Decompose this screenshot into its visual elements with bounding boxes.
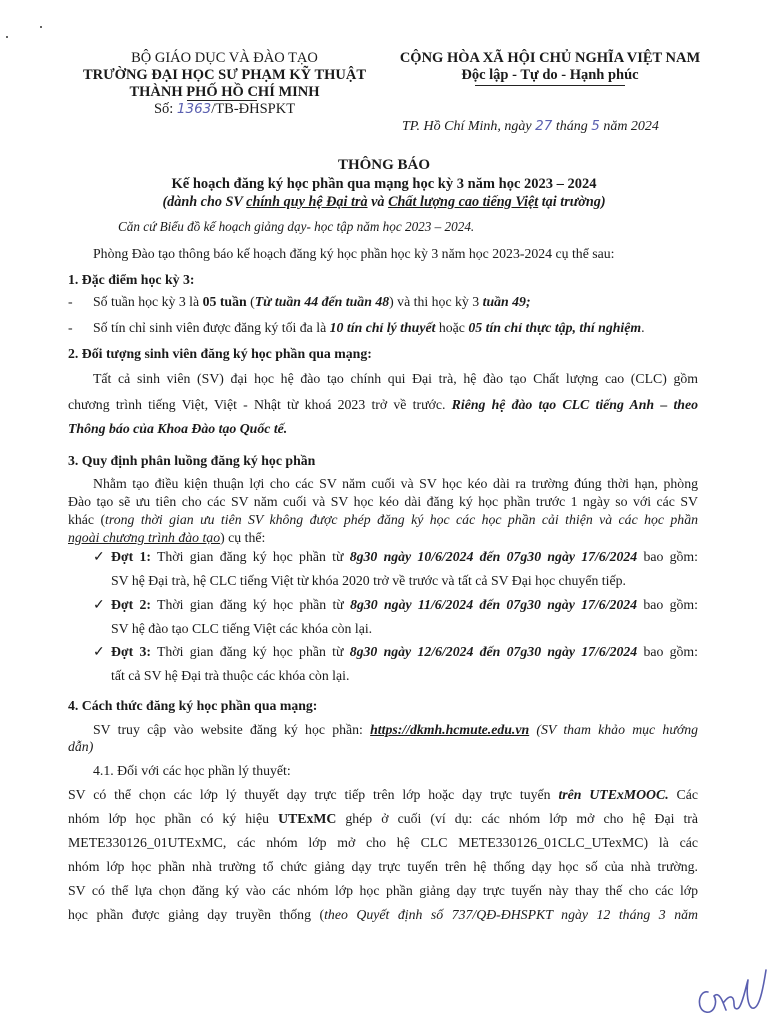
section-3-line-4: ngoài chương trình đào tạo) cụ thể: — [68, 530, 266, 545]
registration-website-link[interactable]: https://dkmh.hcmute.edu.vn — [370, 722, 530, 737]
round-3-line: ✓ Đợt 3: Thời gian đăng ký học phần từ 8g30 ngày 12/6/2024 đến 07g30 ngày 17/6/2024 bao gồm: — [93, 644, 698, 659]
subsection-4-1-line-4: nhóm lớp học phần nhà trường tổ chức giảng dạy trực tuyến trên hệ thống dạy học số của nhà trường. — [68, 859, 698, 874]
subsection-4-1-heading: 4.1. Đối với các học phần lý thuyết: — [93, 763, 291, 778]
subsection-4-1-line-3: METE330126_01UTExMC, các nhóm lớp mở cho hệ CLC METE330126_01CLC_UTexMC) là các — [68, 835, 698, 850]
document-date: TP. Hồ Chí Minh, ngày 27 tháng 5 năm 2024 — [402, 118, 659, 134]
section-1-bullet-1: - Số tuần học kỳ 3 là 05 tuần (Từ tuần 44 đến tuần 48) và thi học kỳ 3 tuần 49; — [68, 294, 531, 309]
university-name: TRƯỜNG ĐẠI HỌC SƯ PHẠM KỸ THUẬT — [82, 67, 367, 83]
document-title: THÔNG BÁO — [337, 157, 431, 173]
document-number: Số: 1363/TB-ĐHSPKT — [153, 101, 296, 117]
intro-text: Phòng Đào tạo thông báo kế hoạch đăng ký học phần học kỳ 3 năm học 2023-2024 cụ thể sau: — [93, 246, 615, 261]
registration-website-line-cont: dẫn) — [68, 739, 94, 754]
subsection-4-1-line-6: học phần được giảng dạy truyền thống (theo Quyết định số 737/QĐ-ĐHSPKT ngày 12 tháng 3 năm — [68, 907, 698, 922]
section-2-line-1: Tất cả sinh viên (SV) đại học hệ đào tạo chính qui Đại trà, hệ đào tạo Chất lượng cao (CLC) gồm — [93, 371, 698, 386]
handwritten-signature-mark — [690, 950, 768, 1020]
motto: Độc lập - Tự do - Hạnh phúc — [461, 67, 639, 83]
check-icon: ✓ — [93, 549, 105, 564]
scan-speck — [6, 36, 8, 38]
section-3-heading: 3. Quy định phân luồng đăng ký học phần — [68, 453, 316, 468]
subsection-4-1-line-1: SV có thể chọn các lớp lý thuyết dạy trực tiếp trên lớp hoặc dạy trực tuyến trên UTExMOOC. Các — [68, 787, 698, 802]
basis-text: Căn cứ Biểu đồ kế hoạch giảng dạy- học tập năm học 2023 – 2024. — [118, 219, 475, 234]
document-number-handwritten: 1363 — [176, 101, 212, 117]
country-name: CỘNG HÒA XÃ HỘI CHỦ NGHĨA VIỆT NAM — [399, 50, 701, 66]
round-2-detail: SV hệ đào tạo CLC tiếng Việt các khóa còn lại. — [111, 621, 373, 636]
round-3-detail: tất cả SV hệ Đại trà thuộc các khóa còn lại. — [111, 668, 350, 683]
check-icon: ✓ — [93, 644, 105, 659]
section-3-line-2: Đào tạo sẽ ưu tiên cho các SV năm cuối và SV học kéo dài đăng ký học phần trước 1 ngày so với các SV — [68, 494, 698, 509]
section-4-heading: 4. Cách thức đăng ký học phần qua mạng: — [68, 698, 318, 713]
header-divider — [187, 100, 257, 101]
check-icon: ✓ — [93, 597, 105, 612]
date-day-handwritten: 27 — [535, 118, 553, 134]
round-2-line: ✓ Đợt 2: Thời gian đăng ký học phần từ 8g30 ngày 11/6/2024 đến 07g30 ngày 17/6/2024 bao gồm: — [93, 597, 698, 612]
section-2-line-2: chương trình tiếng Việt, Việt - Nhật từ khoá 2023 trở về trước. Riêng hệ đào tạo CLC tiếng Anh – theo — [68, 397, 698, 412]
section-2-line-3: Thông báo của Khoa Đào tạo Quốc tế. — [68, 421, 288, 436]
round-1-detail: SV hệ Đại trà, hệ CLC tiếng Việt từ khóa 2020 trở về trước và tất cả SV Đại học chuyển tiếp. — [111, 573, 626, 588]
round-1-line: ✓ Đợt 1: Thời gian đăng ký học phần từ 8g30 ngày 10/6/2024 đến 07g30 ngày 17/6/2024 bao gồm: — [93, 549, 698, 564]
scan-speck — [40, 26, 42, 28]
section-1-heading: 1. Đặc điểm học kỳ 3: — [68, 272, 195, 287]
national-motto-block — [385, 50, 715, 84]
section-2-heading: 2. Đối tượng sinh viên đăng ký học phần qua mạng: — [68, 346, 372, 361]
section-1-bullet-2: - Số tín chỉ sinh viên được đăng ký tối đa là 10 tín chỉ lý thuyết hoặc 05 tín chỉ thực tập, thí nghiệm. — [68, 320, 645, 335]
issuer-block — [62, 50, 387, 118]
motto-underline — [475, 85, 625, 86]
document-scope-note: (dành cho SV chính quy hệ Đại trà và Chất lượng cao tiếng Việt tại trường) — [162, 194, 606, 210]
university-city: THÀNH PHỐ HỒ CHÍ MINH — [129, 84, 320, 100]
subsection-4-1-line-2: nhóm lớp học phần có ký hiệu UTExMC ghép ở cuối (ví dụ: các nhóm lớp mở cho hệ Đại trà — [68, 811, 698, 826]
section-3-line-1: Nhằm tạo điều kiện thuận lợi cho các SV năm cuối và SV học kéo dài ra trường đúng thời hạn, phòng — [93, 476, 698, 491]
document-subtitle: Kế hoạch đăng ký học phần qua mạng học kỳ 3 năm học 2023 – 2024 — [171, 176, 597, 192]
date-month-handwritten: 5 — [591, 118, 600, 134]
ministry-name: BỘ GIÁO DỤC VÀ ĐÀO TẠO — [131, 50, 318, 66]
section-3-line-3: khác (trong thời gian ưu tiên SV không được phép đăng ký học các học phần cải thiện và các học phần — [68, 512, 698, 527]
registration-website-line: SV truy cập vào website đăng ký học phần: https://dkmh.hcmute.edu.vn (SV tham khảo mục hướng — [93, 722, 698, 737]
subsection-4-1-line-5: SV có thể lựa chọn đăng ký vào các nhóm lớp học phần giảng dạy trực tuyến này thay thế cho các lớp — [68, 883, 698, 898]
